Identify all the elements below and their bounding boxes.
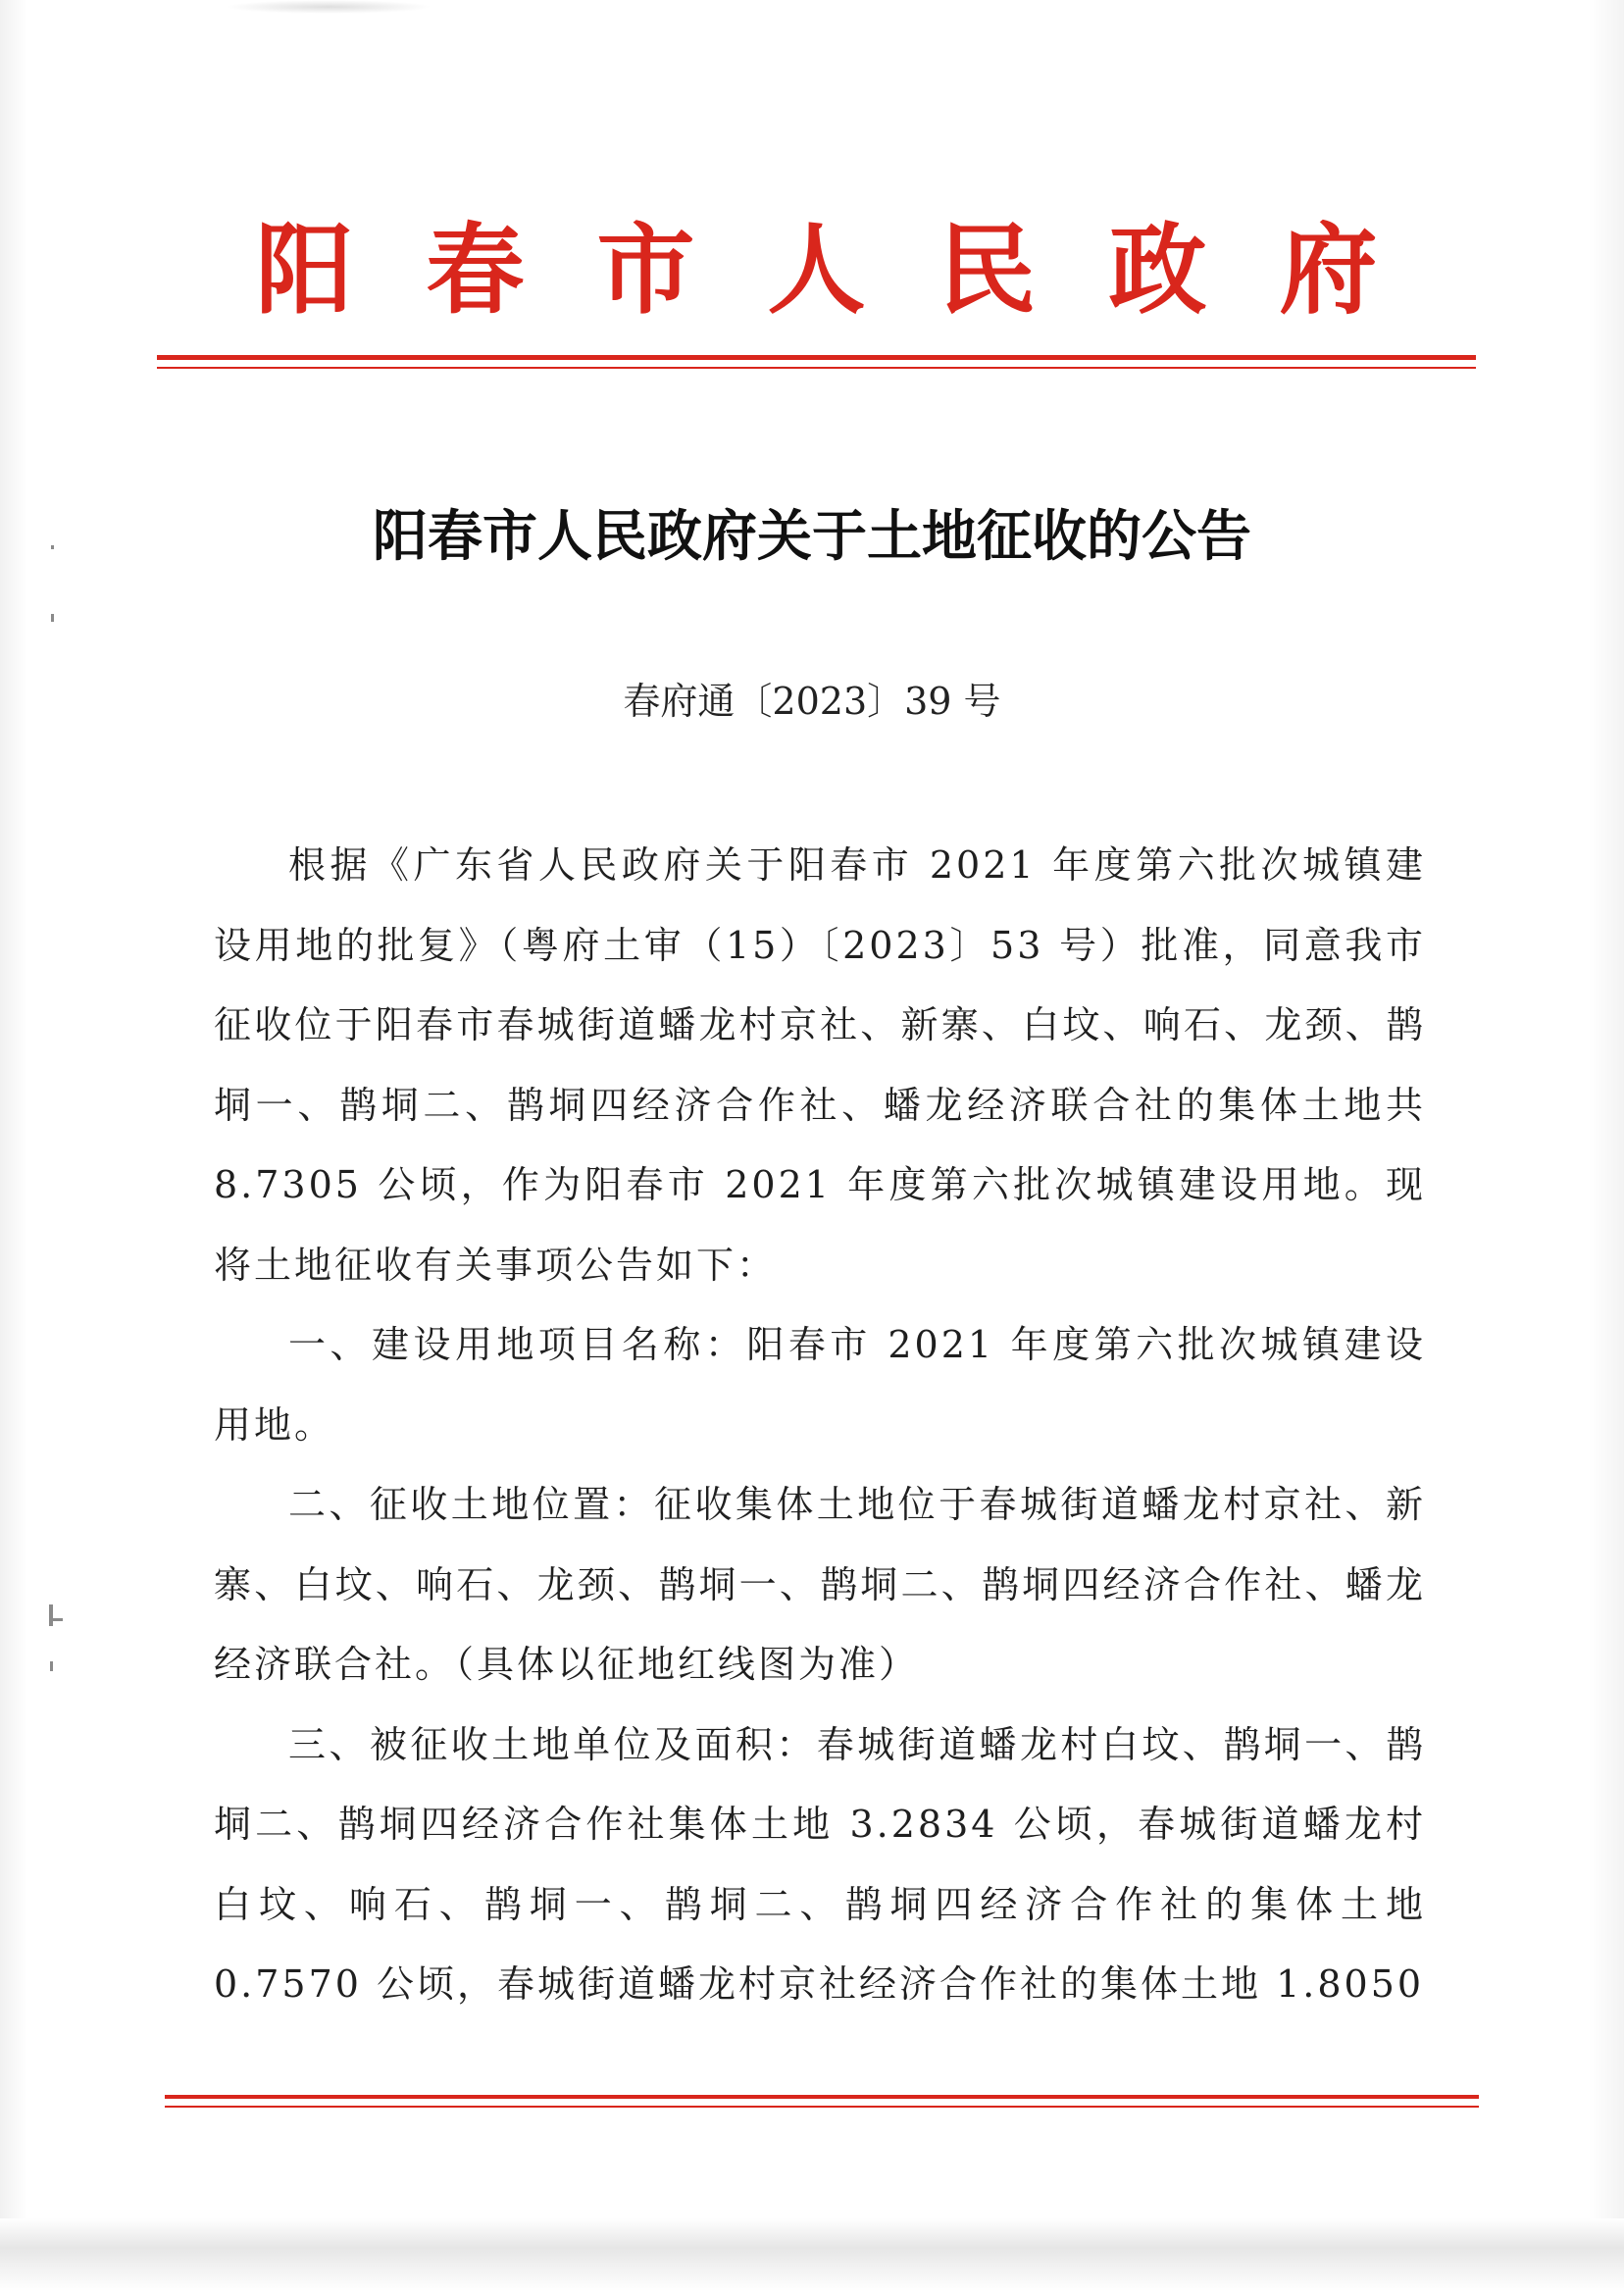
document-number: 春府通〔2023〕39 号 xyxy=(623,680,1001,723)
footer-red-rule-thin xyxy=(165,2106,1479,2108)
issuer-red-header: 阳春市人民政府 xyxy=(255,212,1450,328)
body-paragraph: 一、建设用地项目名称：阳春市 2021 年度第六批次城镇建设用地。 xyxy=(214,1323,1426,1447)
header-red-rule-thick xyxy=(157,355,1476,360)
scan-margin-mark xyxy=(50,1661,53,1671)
header-red-rule-thin xyxy=(157,367,1476,369)
scan-margin-mark xyxy=(49,1604,53,1626)
body-paragraph: 二、征收土地位置：征收集体土地位于春城街道蟠龙村京社、新寨、白坟、响石、龙颈、鹊垌一、鹊垌二、鹊垌四经济合作社、蟠龙经济联合社。（具体以征地红线图为准） xyxy=(214,1483,1426,1686)
body-paragraph: 根据《广东省人民政府关于阳春市 2021 年度第六批次城镇建设用地的批复》（粤府土审（15）〔2023〕53 号）批准，同意我市征收位于阳春市春城街道蟠龙村京社、新寨、白坟、响石、龙颈、鹊垌一、鹊垌二、鹊垌四经济合作社、蟠龙经济联合社的集体土地共 8.7305 公顷，作为阳春市 2021 年度第六批次城镇建设用地。现将土地征收有关事项公告如下： xyxy=(214,843,1426,1287)
footer-red-rule-thick xyxy=(165,2095,1479,2099)
body-paragraph: 三、被征收土地单位及面积：春城街道蟠龙村白坟、鹊垌一、鹊垌二、鹊垌四经济合作社集体土地 3.2834 公顷，春城街道蟠龙村白坟、响石、鹊垌一、鹊垌二、鹊垌四经济合作社的集体土地 0.7570 公顷，春城街道蟠龙村京社经济合作社的集体土地 1.8050 xyxy=(214,1722,1426,2006)
scan-bottom-edge xyxy=(0,2218,1624,2291)
document-title: 阳春市人民政府关于土地征收的公告 xyxy=(373,504,1251,569)
scan-margin-mark xyxy=(51,614,54,622)
scan-shadow xyxy=(226,0,431,14)
scan-margin-mark xyxy=(53,1618,63,1621)
document-body xyxy=(214,826,1426,2025)
